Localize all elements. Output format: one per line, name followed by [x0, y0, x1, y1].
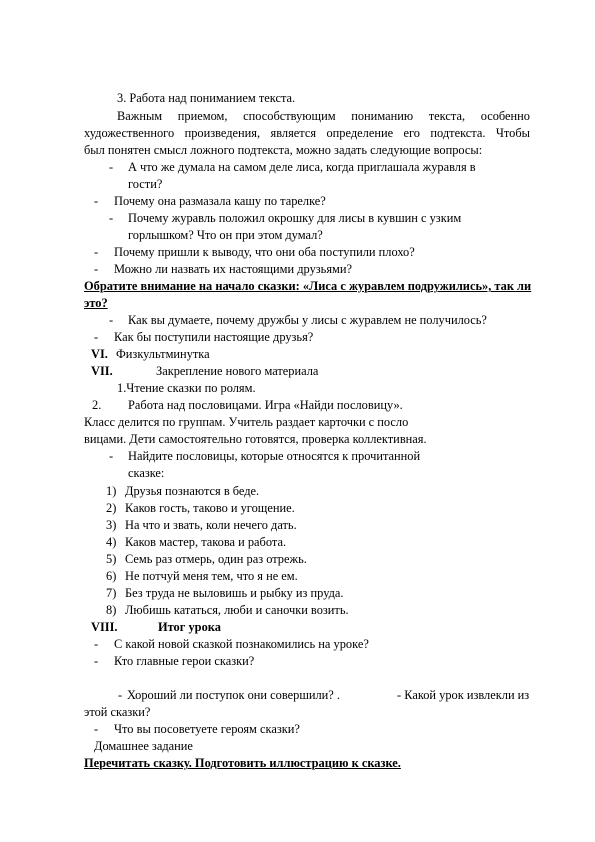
proverb-number: 1): [106, 484, 117, 498]
proverb-number: 6): [106, 569, 117, 583]
section7-number: VII.: [91, 364, 113, 378]
summary-question-5: Что вы посоветуете героям сказки?: [114, 722, 300, 736]
task-line-2: сказке:: [128, 466, 165, 480]
summary-question-2: Кто главные герои сказки?: [114, 654, 255, 668]
bullet-dash: -: [94, 194, 99, 208]
bullet-dash: -: [94, 722, 99, 736]
section3-heading: 3. Работа над пониманием текста.: [117, 91, 296, 105]
bullet-dash: -: [109, 449, 114, 463]
section8-title: Итог урока: [158, 620, 221, 634]
question-4: Почему пришли к выводу, что они оба поступили плохо?: [114, 245, 415, 259]
proverb-number: 4): [106, 535, 117, 549]
bullet-dash: -: [94, 262, 99, 276]
proverb-1: Друзья познаются в беде.: [125, 484, 260, 498]
homework-text: Перечитать сказку. Подготовить иллюстрацию к сказке.: [84, 756, 401, 770]
section7-paragraph-line-1: Класс делится по группам. Учитель раздает карточки с посло: [84, 415, 409, 429]
question-7: Как бы поступили настоящие друзья?: [114, 330, 314, 344]
question-5: Можно ли назвать их настоящими друзьями?: [114, 262, 352, 276]
section6-number: VI.: [91, 347, 108, 361]
proverb-8: Любишь кататься, люби и саночки возить.: [125, 603, 349, 617]
proverb-6: Не потчуй меня тем, что я не ем.: [125, 569, 298, 583]
task-line-1: Найдите пословицы, которые относятся к прочитанной: [128, 449, 421, 463]
proverb-number: 2): [106, 501, 117, 515]
bullet-dash: -: [94, 330, 99, 344]
section7-item-2-number: 2.: [92, 398, 102, 412]
section3-intro-line-1: Важным приемом, способствующим пониманию текста, особенно: [117, 109, 530, 123]
section8-number: VIII.: [91, 620, 118, 634]
note-line-1: Обратите внимание на начало сказки: «Лиса с журавлем подружились», так ли: [84, 279, 532, 293]
question-1-line-2: гости?: [128, 177, 163, 191]
summary-question-3: Хороший ли поступок они совершили? .: [127, 688, 340, 702]
section7-item-2-text: Работа над пословицами. Игра «Найди пословицу».: [128, 398, 403, 412]
section7-item-1: 1.Чтение сказки по ролям.: [117, 381, 256, 395]
bullet-dash: -: [94, 637, 99, 651]
proverb-2: Каков гость, таково и угощение.: [125, 501, 295, 515]
proverb-number: 3): [106, 518, 117, 532]
proverb-7: Без труда не выловишь и рыбку из пруда.: [125, 586, 344, 600]
section6-title: Физкультминутка: [116, 347, 210, 361]
bullet-dash: -: [94, 654, 99, 668]
question-1-line-1: А что же думала на самом деле лиса, когда приглашала журавля в: [128, 160, 476, 174]
bullet-dash: -: [109, 160, 114, 174]
question-2: Почему она размазала кашу по тарелке?: [114, 194, 326, 208]
homework-label: Домашнее задание: [94, 739, 193, 753]
proverb-4: Каков мастер, такова и работа.: [125, 535, 287, 549]
summary-question-1: С какой новой сказкой познакомились на уроке?: [114, 637, 369, 651]
bullet-dash: -: [109, 313, 114, 327]
summary-question-4-continued: этой сказки?: [84, 705, 151, 719]
section3-intro-line-2: художественного произведения, является определение его подтекста. Чтобы: [84, 126, 530, 140]
section3-intro-line-3: был понятен смысл ложного подтекста, можно задать следующие вопросы:: [84, 143, 483, 157]
section7-paragraph-line-2: вицами. Дети самостоятельно готовятся, проверка коллективная.: [84, 432, 427, 446]
proverb-5: Семь раз отмерь, один раз отрежь.: [125, 552, 307, 566]
bullet-dash: -: [109, 211, 114, 225]
proverb-number: 7): [106, 586, 117, 600]
bullet-dash: -: [118, 688, 123, 702]
proverb-3: На что и звать, коли нечего дать.: [125, 518, 297, 532]
question-3-line-1: Почему журавль положил окрошку для лисы в кувшин с узким: [128, 211, 462, 225]
question-6: Как вы думаете, почему дружбы у лисы с журавлем не получилось?: [128, 313, 487, 327]
proverb-number: 8): [106, 603, 117, 617]
question-3-line-2: горлышком? Что он при этом думал?: [128, 228, 323, 242]
bullet-dash: -: [94, 245, 99, 259]
note-line-2: это?: [84, 296, 108, 310]
section7-title: Закрепление нового материала: [156, 364, 319, 378]
proverb-number: 5): [106, 552, 117, 566]
summary-question-4: - Какой урок извлекли из: [397, 688, 530, 702]
